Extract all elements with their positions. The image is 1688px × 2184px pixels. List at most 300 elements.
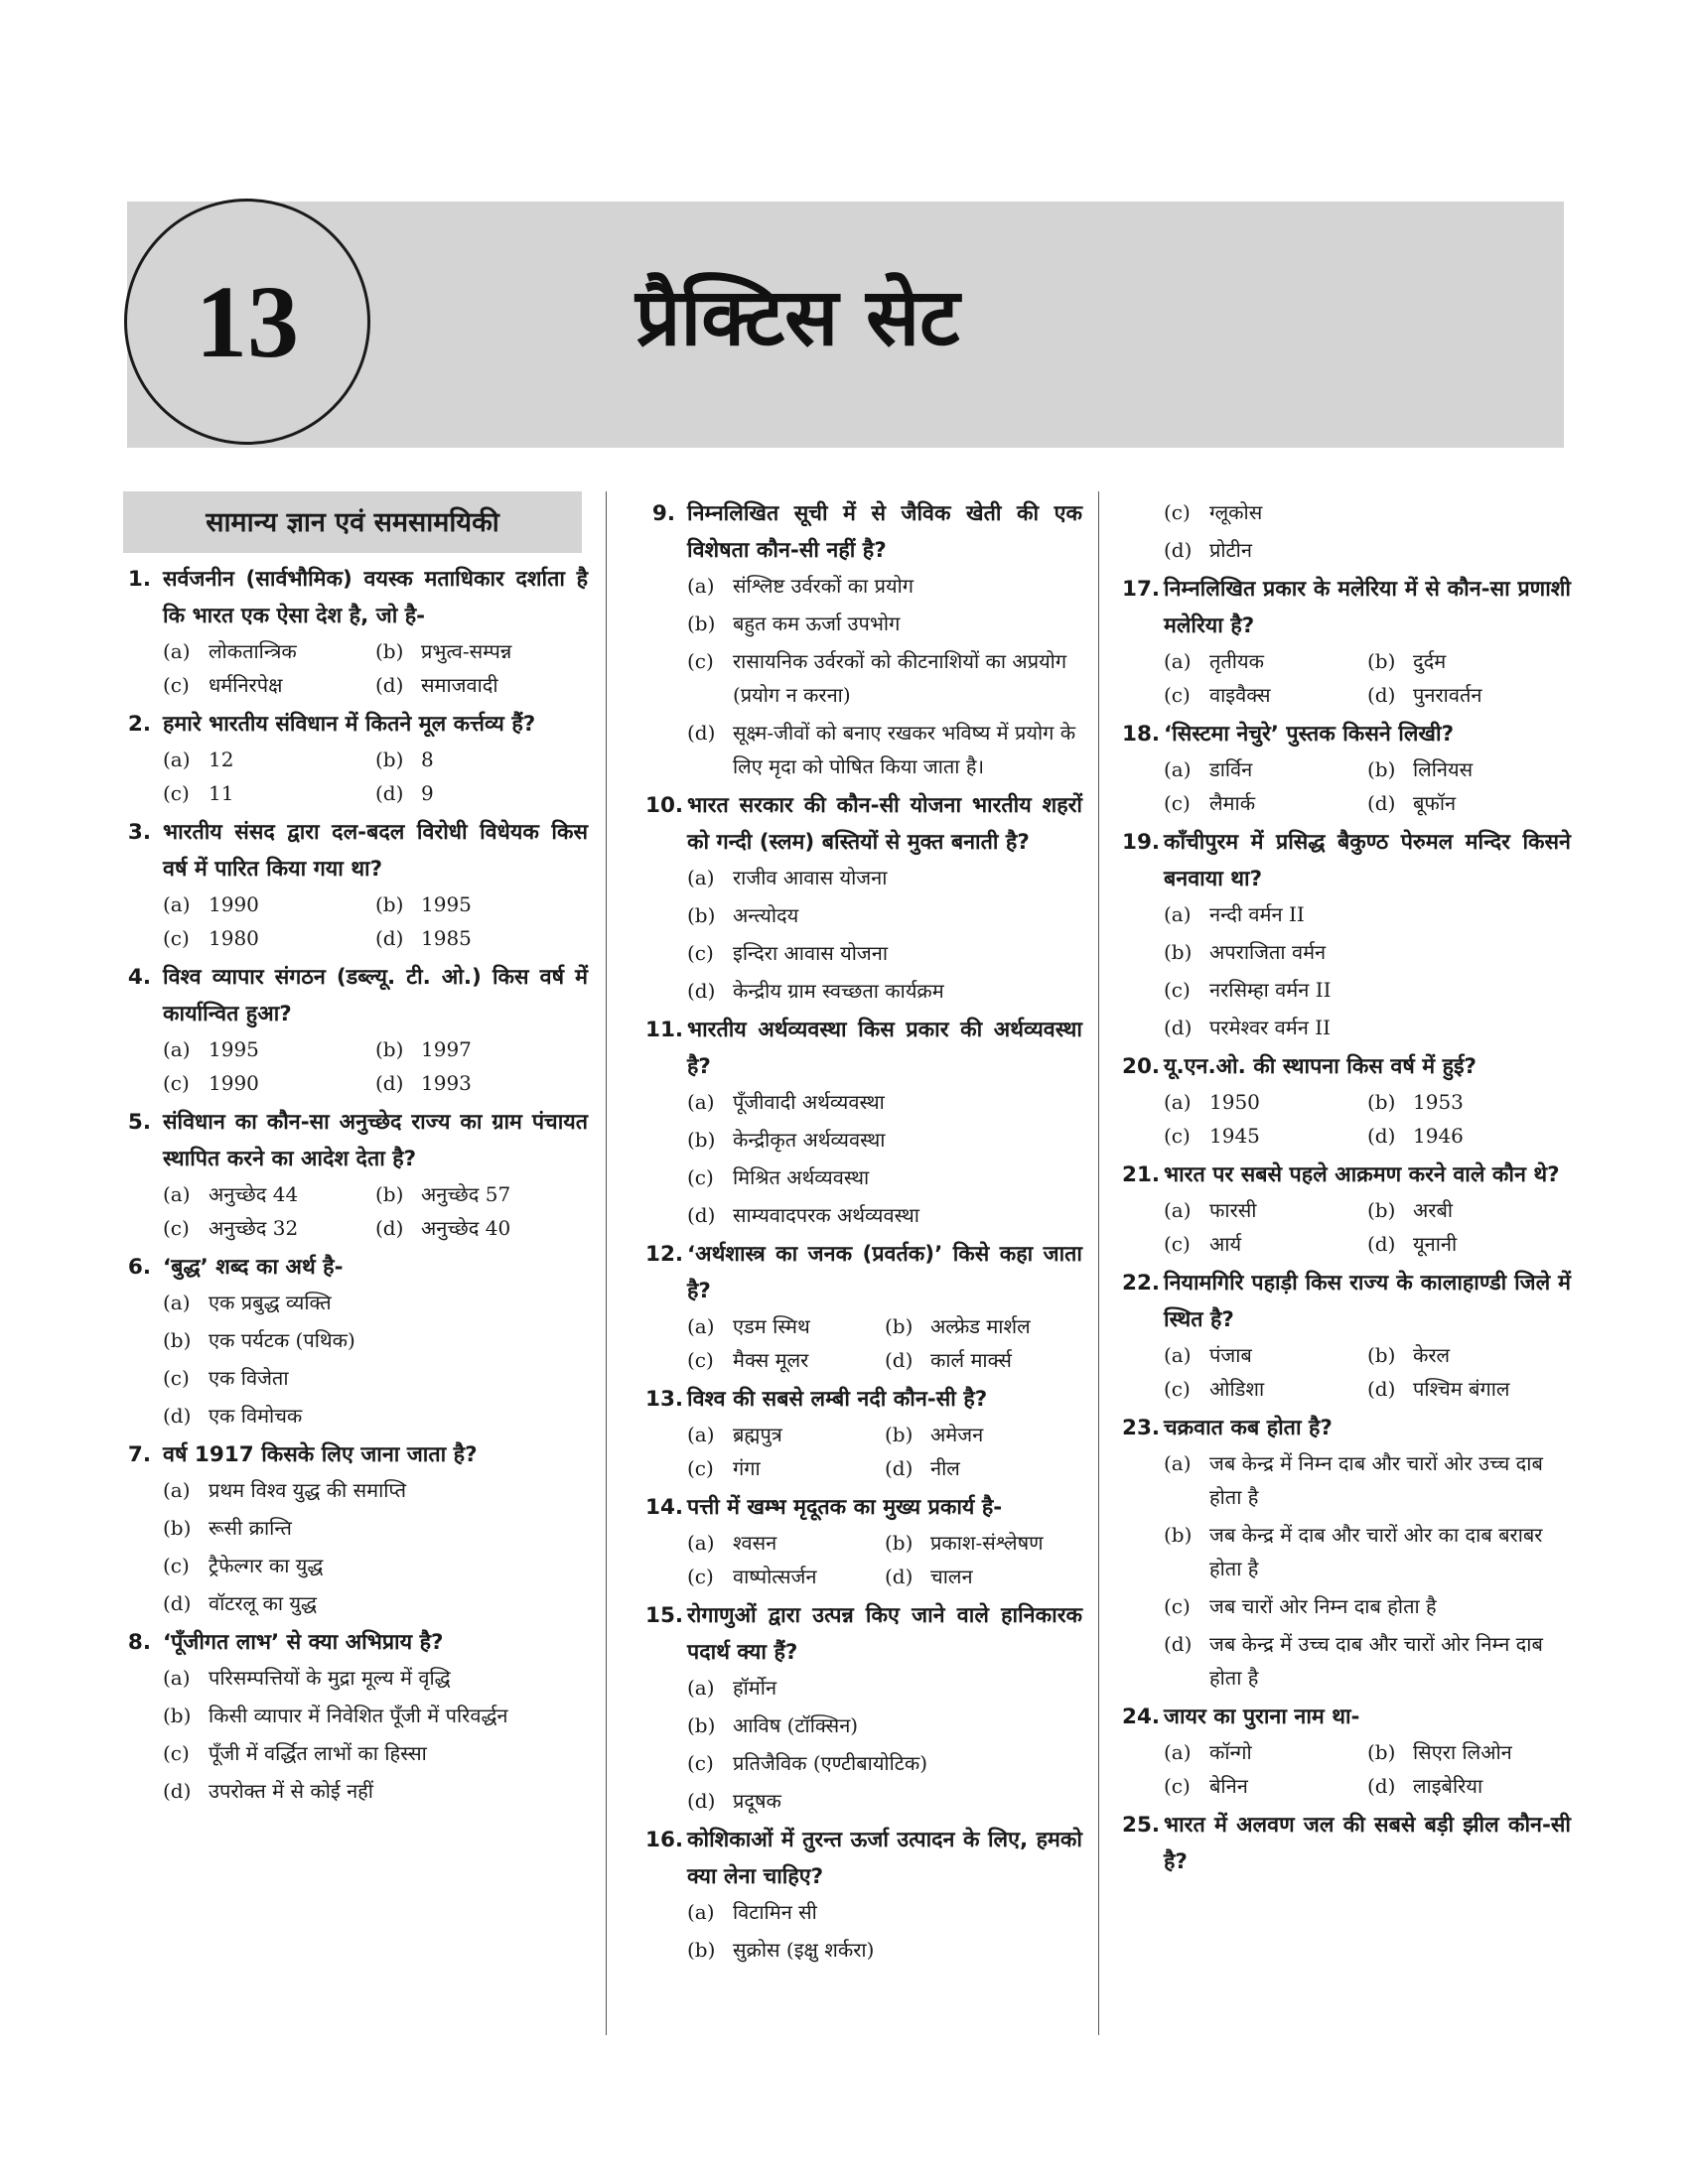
- question-number: 14.: [645, 1495, 684, 1520]
- option-label: (c): [163, 1071, 190, 1095]
- option-item: [1164, 1193, 1367, 1227]
- option-item: [163, 1511, 588, 1545]
- question-header: [645, 787, 1082, 861]
- option-label: (a): [163, 1666, 191, 1690]
- option-item: [163, 1361, 588, 1395]
- option-item: [163, 634, 375, 668]
- question-header: [1122, 1265, 1571, 1338]
- options-list: [1122, 495, 1571, 567]
- question-header: [1122, 571, 1571, 644]
- option-label: (a): [687, 866, 715, 889]
- option-item: [885, 1560, 1082, 1593]
- question-text: विश्व व्यापार संगठन (डब्ल्यू. टी. ओ.) किस वर्ष में कार्यान्वित हुआ?: [163, 965, 588, 1026]
- option-item: [1164, 495, 1571, 529]
- option-text: साम्यवादपरक अर्थव्यवस्था: [733, 1203, 919, 1227]
- option-label: (d): [1164, 1016, 1193, 1039]
- option-text: प्रतिजैविक (एण्टीबायोटिक): [733, 1751, 928, 1775]
- option-item: [1164, 1446, 1571, 1514]
- option-label: (b): [885, 1314, 914, 1338]
- option-label: (c): [687, 1751, 714, 1775]
- options-list: [645, 1309, 1082, 1377]
- option-item: [163, 776, 375, 810]
- option-item: [163, 1549, 588, 1582]
- option-item: [1164, 935, 1571, 969]
- option-label: (c): [163, 926, 190, 950]
- option-item: [687, 1895, 1082, 1929]
- option-text: अनुच्छेद 32: [209, 1216, 299, 1240]
- option-text: 1993: [421, 1071, 472, 1095]
- options-list: [121, 1286, 588, 1433]
- question-text: ‘सिस्टमा नेचुरे’ पुस्तक किसने लिखी?: [1164, 722, 1455, 747]
- options-list: [1122, 1446, 1571, 1695]
- question-header: [1122, 1157, 1571, 1193]
- option-item: [375, 1177, 588, 1211]
- column-3: [1122, 491, 1571, 1880]
- option-label: (a): [687, 1676, 715, 1700]
- options-list: [645, 1895, 1082, 1967]
- option-text: इन्दिरा आवास योजना: [733, 941, 889, 965]
- column-divider: [606, 491, 607, 2035]
- option-text: प्रथम विश्व युद्ध की समाप्ति: [209, 1478, 406, 1502]
- option-label: (a): [1164, 757, 1192, 781]
- option-item: [375, 634, 588, 668]
- option-item: [1164, 973, 1571, 1007]
- options-list: [645, 1526, 1082, 1593]
- option-text: राजीव आवास योजना: [733, 866, 888, 889]
- options-list: [121, 1032, 588, 1100]
- option-item: [1164, 1372, 1367, 1406]
- option-item: [687, 1746, 1082, 1780]
- option-text: अन्त्योदय: [733, 903, 799, 927]
- option-text: मैक्स मूलर: [733, 1348, 809, 1372]
- question-item: [121, 1624, 588, 1808]
- question-header: [121, 706, 588, 743]
- options-list: [645, 1085, 1082, 1232]
- option-label: (b): [375, 748, 404, 771]
- options-list: [645, 569, 1082, 783]
- question-text: यू.एन.ओ. की स्थापना किस वर्ष में हुई?: [1164, 1054, 1477, 1079]
- option-text: मिश्रित अर्थव्यवस्था: [733, 1165, 870, 1189]
- option-label: (c): [1164, 978, 1191, 1002]
- options-list: [1122, 897, 1571, 1044]
- option-text: 12: [209, 748, 234, 771]
- option-label: (c): [163, 1741, 190, 1765]
- question-item: [121, 1436, 588, 1620]
- question-header: [1122, 824, 1571, 897]
- option-item: [1367, 1735, 1571, 1769]
- question-text: भारत में अलवण जल की सबसे बड़ी झील कौन-सी है?: [1164, 1813, 1571, 1874]
- option-item: [163, 921, 375, 955]
- option-item: [687, 1418, 885, 1451]
- question-number: 8.: [127, 1630, 151, 1655]
- question-item: [645, 787, 1082, 1008]
- option-text: अनुच्छेद 57: [421, 1182, 511, 1206]
- question-item: [1122, 495, 1571, 567]
- option-label: (d): [687, 1789, 716, 1813]
- option-text: श्वसन: [733, 1531, 777, 1555]
- question-item: [121, 814, 588, 955]
- option-text: पुनरावर्तन: [1413, 683, 1482, 707]
- question-number: 16.: [645, 1828, 684, 1852]
- option-item: [163, 1774, 588, 1808]
- option-item: [687, 607, 1082, 640]
- option-item: [163, 1032, 375, 1066]
- option-item: [1164, 533, 1571, 567]
- question-item: [1122, 1265, 1571, 1406]
- question-header: [1122, 1410, 1571, 1446]
- option-text: अपराजिता वर्मन: [1209, 940, 1327, 964]
- option-label: (b): [1367, 1343, 1396, 1367]
- option-label: (d): [1367, 683, 1396, 707]
- question-text: संविधान का कौन-सा अनुच्छेद राज्य का ग्राम पंचायत स्थापित करने का आदेश देता है?: [163, 1110, 588, 1171]
- option-label: (c): [687, 1165, 714, 1189]
- option-text: ओडिशा: [1209, 1377, 1265, 1401]
- option-label: (b): [687, 1128, 716, 1152]
- option-text: अनुच्छेद 44: [209, 1182, 299, 1206]
- question-header: [121, 1104, 588, 1177]
- option-item: [1164, 644, 1367, 678]
- option-label: (a): [1164, 1740, 1192, 1764]
- option-label: (d): [375, 1216, 404, 1240]
- question-number: 3.: [127, 820, 151, 845]
- option-item: [163, 1211, 375, 1245]
- option-text: सुक्रोस (इक्षु शर्करा): [733, 1938, 875, 1962]
- option-item: [1367, 1769, 1571, 1803]
- chapter-number-circle: [124, 199, 370, 445]
- option-label: (b): [163, 1516, 192, 1540]
- question-text: भारतीय अर्थव्यवस्था किस प्रकार की अर्थव्यवस्था है?: [687, 1018, 1082, 1079]
- option-item: [687, 1085, 1082, 1119]
- option-item: [885, 1343, 1082, 1377]
- options-list: [1122, 1085, 1571, 1153]
- question-text: सर्वजनीन (सार्वभौमिक) वयस्क मताधिकार दर्शाता है कि भारत एक ऐसा देश है, जो है-: [163, 567, 588, 628]
- option-item: [687, 898, 1082, 932]
- option-item: [687, 861, 1082, 894]
- option-label: (a): [163, 748, 191, 771]
- column-2: [645, 491, 1082, 1971]
- option-item: [1164, 1589, 1571, 1623]
- option-label: (d): [1367, 1124, 1396, 1148]
- option-label: (b): [687, 1938, 716, 1962]
- option-text: 1990: [209, 892, 259, 916]
- question-header: [645, 1381, 1082, 1418]
- option-label: (b): [375, 1037, 404, 1061]
- question-text: कोशिकाओं में तुरन्त ऊर्जा उत्पादन के लिए, हमको क्या लेना चाहिए?: [687, 1828, 1082, 1889]
- option-label: (c): [687, 649, 714, 673]
- question-header: [645, 1822, 1082, 1895]
- option-text: 1946: [1413, 1124, 1464, 1148]
- option-label: (a): [687, 1900, 715, 1924]
- question-header: [1122, 1699, 1571, 1735]
- option-item: [687, 1309, 885, 1343]
- question-number: 23.: [1122, 1416, 1161, 1440]
- option-text: कार्ल मार्क्स: [930, 1348, 1012, 1372]
- option-label: (d): [375, 926, 404, 950]
- question-number: 5.: [127, 1110, 151, 1135]
- options-list: [1122, 1193, 1571, 1261]
- option-text: 1985: [421, 926, 472, 950]
- option-text: 1980: [209, 926, 259, 950]
- question-text: ‘बुद्ध’ शब्द का अर्थ है-: [163, 1255, 344, 1280]
- option-item: [1367, 644, 1571, 678]
- option-item: [687, 1560, 885, 1593]
- question-text: जायर का पुराना नाम था-: [1164, 1705, 1360, 1729]
- option-text: केन्द्रीय ग्राम स्वच्छता कार्यक्रम: [733, 979, 944, 1003]
- option-text: लैमार्क: [1209, 791, 1256, 815]
- option-text: परमेश्वर वर्मन II: [1209, 1016, 1331, 1039]
- option-text: प्रदूषक: [733, 1789, 781, 1813]
- option-label: (d): [885, 1456, 914, 1480]
- option-label: (d): [885, 1565, 914, 1588]
- option-text: बहुत कम ऊर्जा उपभोग: [733, 612, 901, 635]
- option-text: एडम स्मिथ: [733, 1314, 810, 1338]
- option-item: [1367, 786, 1571, 820]
- option-label: (c): [1164, 1594, 1191, 1618]
- option-label: (d): [163, 1591, 192, 1615]
- option-text: पूँजीवादी अर्थव्यवस्था: [733, 1090, 885, 1114]
- option-text: अनुच्छेद 40: [421, 1216, 511, 1240]
- option-text: प्रकाश-संश्लेषण: [930, 1531, 1044, 1555]
- option-text: ब्रह्मपुत्र: [733, 1423, 782, 1446]
- options-list: [1122, 752, 1571, 820]
- question-header: [645, 1236, 1082, 1309]
- option-label: (c): [1164, 791, 1191, 815]
- option-text: आविष (टॉक्सिन): [733, 1713, 859, 1737]
- option-text: कॉन्गो: [1209, 1740, 1252, 1764]
- option-item: [375, 776, 588, 810]
- question-header: [121, 814, 588, 887]
- question-item: [645, 495, 1082, 783]
- option-item: [1164, 1085, 1367, 1119]
- question-item: [645, 1236, 1082, 1377]
- question-number: 21.: [1122, 1162, 1161, 1187]
- option-text: दुर्दम: [1413, 649, 1447, 673]
- options-list: [1122, 1735, 1571, 1803]
- option-label: (b): [1367, 1090, 1396, 1114]
- option-label: (d): [1367, 1232, 1396, 1256]
- question-number: 25.: [1122, 1813, 1161, 1838]
- option-item: [1367, 678, 1571, 712]
- option-item: [687, 1933, 1082, 1967]
- option-item: [1164, 1227, 1367, 1261]
- question-item: [645, 1489, 1082, 1593]
- question-header: [645, 1597, 1082, 1671]
- question-number: 15.: [645, 1603, 684, 1628]
- option-label: (c): [687, 941, 714, 965]
- option-text: 1953: [1413, 1090, 1464, 1114]
- option-item: [163, 1323, 588, 1357]
- option-text: 1995: [209, 1037, 259, 1061]
- question-number: 24.: [1122, 1705, 1161, 1729]
- option-text: 1945: [1209, 1124, 1260, 1148]
- option-item: [885, 1309, 1082, 1343]
- option-text: 9: [421, 781, 434, 805]
- option-item: [1164, 1338, 1367, 1372]
- option-item: [1164, 1518, 1571, 1585]
- question-text: रोगाणुओं द्वारा उत्पन्न किए जाने वाले हानिकारक पदार्थ क्या हैं?: [687, 1603, 1082, 1665]
- option-item: [375, 921, 588, 955]
- option-label: (c): [163, 1216, 190, 1240]
- question-item: [121, 1104, 588, 1245]
- option-text: यूनानी: [1413, 1232, 1458, 1256]
- option-item: [1367, 1338, 1571, 1372]
- question-number: 11.: [645, 1018, 684, 1042]
- option-label: (b): [375, 639, 404, 663]
- option-item: [163, 1066, 375, 1100]
- option-label: (c): [1164, 1232, 1191, 1256]
- option-text: एक विमोचक: [209, 1404, 303, 1428]
- option-text: उपरोक्त में से कोई नहीं: [209, 1779, 373, 1803]
- option-item: [375, 1066, 588, 1100]
- question-header: [121, 1624, 588, 1661]
- question-item: [645, 1597, 1082, 1818]
- option-text: 8: [421, 748, 434, 771]
- option-label: (a): [1164, 1343, 1192, 1367]
- option-label: (d): [1164, 1632, 1193, 1656]
- option-text: सिएरा लिओन: [1413, 1740, 1512, 1764]
- option-text: एक प्रबुद्ध व्यक्ति: [209, 1291, 332, 1314]
- question-header: [645, 495, 1082, 569]
- options-list: [1122, 644, 1571, 712]
- option-label: (b): [687, 612, 716, 635]
- option-label: (d): [687, 721, 716, 745]
- option-item: [687, 936, 1082, 970]
- option-item: [687, 644, 1082, 712]
- option-label: (c): [687, 1456, 714, 1480]
- option-item: [1367, 1085, 1571, 1119]
- option-item: [375, 743, 588, 776]
- option-label: (b): [1164, 940, 1193, 964]
- option-item: [375, 887, 588, 921]
- option-item: [687, 1526, 885, 1560]
- option-item: [885, 1526, 1082, 1560]
- option-text: किसी व्यापार में निवेशित पूँजी में परिवर्द्धन: [209, 1704, 508, 1727]
- question-text: निम्नलिखित प्रकार के मलेरिया में से कौन-सा प्रणाशी मलेरिया है?: [1164, 577, 1571, 638]
- question-header: [645, 1012, 1082, 1085]
- option-text: तृतीयक: [1209, 649, 1264, 673]
- option-item: [1367, 1372, 1571, 1406]
- option-item: [375, 1211, 588, 1245]
- option-label: (a): [1164, 902, 1192, 926]
- option-item: [375, 1032, 588, 1066]
- option-label: (b): [885, 1423, 914, 1446]
- option-label: (b): [687, 1713, 716, 1737]
- option-item: [1164, 897, 1571, 931]
- question-item: [645, 1012, 1082, 1232]
- question-number: 17.: [1122, 577, 1161, 602]
- question-item: [645, 1381, 1082, 1485]
- option-label: (d): [163, 1779, 192, 1803]
- option-text: प्रभुत्व-सम्पन्न: [421, 639, 512, 663]
- option-label: (c): [687, 1348, 714, 1372]
- options-list: [121, 887, 588, 955]
- option-label: (c): [1164, 1774, 1191, 1798]
- option-text: नन्दी वर्मन II: [1209, 902, 1305, 926]
- option-text: गंगा: [733, 1456, 761, 1480]
- option-label: (d): [375, 1071, 404, 1095]
- option-text: बूफॉन: [1413, 791, 1457, 815]
- option-text: बेनिन: [1209, 1774, 1248, 1798]
- option-item: [1164, 1769, 1367, 1803]
- option-text: जब केन्द्र में निम्न दाब और चारों ओर उच्च दाब होता है: [1209, 1451, 1543, 1509]
- option-text: जब केन्द्र में उच्च दाब और चारों ओर निम्न दाब होता है: [1209, 1632, 1543, 1690]
- option-label: (a): [687, 1531, 715, 1555]
- option-label: (b): [1367, 649, 1396, 673]
- option-text: सूक्ष्म-जीवों को बनाए रखकर भविष्य में प्रयोग के लिए मृदा को पोषित किया जाता है।: [733, 721, 1076, 778]
- option-text: पंजाब: [1209, 1343, 1252, 1367]
- question-text: हमारे भारतीय संविधान में कितने मूल कर्त्तव्य हैं?: [163, 712, 536, 737]
- option-text: जब केन्द्र में दाब और चारों ओर का दाब बराबर होता है: [1209, 1523, 1543, 1580]
- question-number: 12.: [645, 1242, 684, 1267]
- option-text: नील: [930, 1456, 960, 1480]
- option-label: (c): [163, 781, 190, 805]
- option-item: [1367, 1119, 1571, 1153]
- question-text: भारत पर सबसे पहले आक्रमण करने वाले कौन थे?: [1164, 1162, 1560, 1187]
- option-item: [1164, 752, 1367, 786]
- option-item: [1164, 1735, 1367, 1769]
- option-label: (a): [163, 1291, 191, 1314]
- option-label: (a): [1164, 649, 1192, 673]
- question-item: [645, 1822, 1082, 1967]
- option-item: [1164, 1119, 1367, 1153]
- option-label: (a): [687, 1090, 715, 1114]
- option-label: (c): [1164, 683, 1191, 707]
- option-label: (a): [1164, 1090, 1192, 1114]
- options-list: [645, 1671, 1082, 1818]
- question-number: 10.: [645, 793, 684, 818]
- option-label: (d): [1367, 1774, 1396, 1798]
- option-item: [1164, 1011, 1571, 1044]
- question-number: 20.: [1122, 1054, 1161, 1079]
- question-text: वर्ष 1917 किसके लिए जाना जाता है?: [163, 1442, 478, 1467]
- question-item: [1122, 716, 1571, 820]
- option-text: वाइवैक्स: [1209, 683, 1271, 707]
- option-text: रूसी क्रान्ति: [209, 1516, 292, 1540]
- option-item: [885, 1451, 1082, 1485]
- option-item: [687, 1784, 1082, 1818]
- option-item: [687, 1451, 885, 1485]
- question-item: [1122, 1048, 1571, 1153]
- option-label: (a): [1164, 1451, 1192, 1475]
- option-label: (c): [163, 1554, 190, 1577]
- question-number: 9.: [651, 501, 675, 526]
- option-text: एक विजेता: [209, 1366, 289, 1390]
- option-text: डार्विन: [1209, 757, 1253, 781]
- option-label: (b): [885, 1531, 914, 1555]
- options-list: [1122, 1338, 1571, 1406]
- question-header: [121, 1436, 588, 1473]
- options-list: [121, 1473, 588, 1620]
- option-text: प्रोटीन: [1209, 538, 1252, 562]
- option-label: (b): [1367, 757, 1396, 781]
- option-label: (b): [163, 1328, 192, 1352]
- option-label: (d): [1367, 791, 1396, 815]
- option-label: (a): [687, 1314, 715, 1338]
- question-text: नियामगिरि पहाड़ी किस राज्य के कालाहाण्डी जिले में स्थित है?: [1164, 1271, 1571, 1332]
- option-item: [687, 1708, 1082, 1742]
- option-item: [687, 1343, 885, 1377]
- question-header: [121, 959, 588, 1032]
- question-header: [645, 1489, 1082, 1526]
- option-item: [885, 1418, 1082, 1451]
- option-text: अरबी: [1413, 1198, 1454, 1222]
- question-text: पत्ती में खम्भ मृदूतक का मुख्य प्रकार्य है-: [687, 1495, 1003, 1520]
- option-text: नरसिम्हा वर्मन II: [1209, 978, 1332, 1002]
- option-text: फारसी: [1209, 1198, 1257, 1222]
- option-item: [687, 1123, 1082, 1157]
- options-list: [121, 743, 588, 810]
- question-number: 13.: [645, 1387, 684, 1412]
